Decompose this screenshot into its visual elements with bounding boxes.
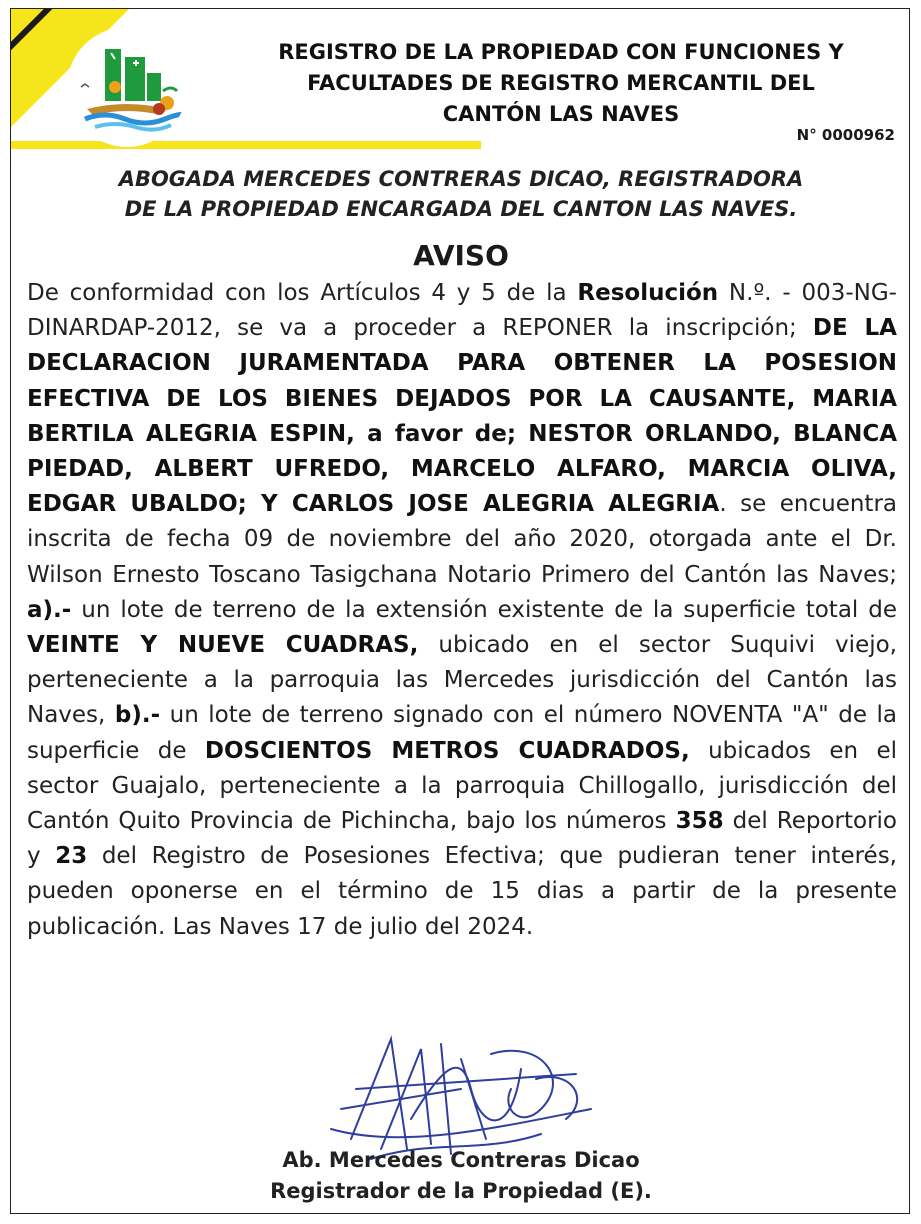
body-text: del Reportorio y [27, 808, 897, 870]
registry-title-line: FACULTADES DE REGISTRO MERCANTIL DEL [307, 71, 815, 95]
registry-title [211, 37, 910, 130]
body-text: un lote de terreno de la extensión existente de la superficie total de [71, 596, 897, 623]
body-bold-text: 358 [675, 808, 724, 835]
registry-title-line: CANTÓN LAS NAVES [442, 102, 680, 126]
registry-title-line: REGISTRO DE LA PROPIEDAD CON FUNCIONES Y [278, 40, 844, 64]
body-text: N.º. - 003-NG- DINARDAP-2012, se va a proceder a REPONER la inscripción; [27, 280, 897, 342]
signatory-role: Registrador de la Propiedad (E). [270, 1179, 652, 1203]
header-accent-bar [11, 141, 481, 149]
body-bold-text: a).- [27, 596, 72, 623]
body-bold-text: DE LA DECLARACION JURAMENTADA PARA OBTENER LA POSESION EFECTIVA DE LOS BIENES DEJADOS POR LA CAUSANTE, MARIA BERTILA ALEGRIA ESPIN, a favor de; NESTOR ORLANDO, BLANCA PIEDAD, ALBERT UFREDO, MARCELO ALFARO, MARCIA OLIVA, EDGAR UBALDO; Y CARLOS JOSE ALEGRIA ALEGRIA [27, 315, 897, 518]
body-bold-text: b).- [114, 702, 161, 729]
body-bold-text: VEINTE Y NUEVE CUADRAS, [27, 632, 419, 659]
body-bold-text: 23 [55, 843, 88, 870]
authority-line: DE LA PROPIEDAD ENCARGADA DEL CANTON LAS NAVES. [124, 197, 798, 221]
body-text: un lote de terreno signado con el número NOVENTA "A" de la superficie de [27, 702, 897, 764]
body-text: ubicados en el sector Guajalo, perteneciente a la parroquia Chillogallo, jurisdicción del Cantón Quito Provincia de Pichincha, bajo los números [27, 737, 897, 835]
notice-body [27, 276, 897, 945]
registry-logo-icon [67, 27, 187, 147]
authority-line: ABOGADA MERCEDES CONTRERAS DICAO, REGISTRADORA [118, 167, 804, 191]
signatory-block [11, 1145, 910, 1207]
document-number: N° 0000962 [796, 126, 895, 144]
body-bold-text: Resolución [577, 280, 719, 306]
authority-heading [11, 164, 910, 224]
body-text: . se encuentra inscrita de fecha 09 de noviembre del año 2020, otorgada ante el Dr. Wilson Ernesto Toscano Tasigchana Notario Primero del Cantón las Naves; [27, 491, 898, 588]
signatory-name: Ab. Mercedes Contreras Dicao [282, 1148, 640, 1172]
body-text: del Registro de Posesiones Efectiva; que pudieran tener interés, pueden oponerse en el término de 15 dias a partir de la presente publicación. Las Naves 17 de julio del 2024. [27, 843, 897, 940]
body-bold-text: DOSCIENTOS METROS CUADRADOS, [204, 737, 690, 764]
notice-frame [10, 8, 910, 1214]
body-text: ubicado en el sector Suquivi viejo, perteneciente a la parroquia las Mercedes jurisdicción del Cantón las Naves, [27, 632, 897, 729]
body-text: De conformidad con los Artículos 4 y 5 de la [27, 280, 578, 306]
notice-heading: AVISO [413, 239, 509, 272]
